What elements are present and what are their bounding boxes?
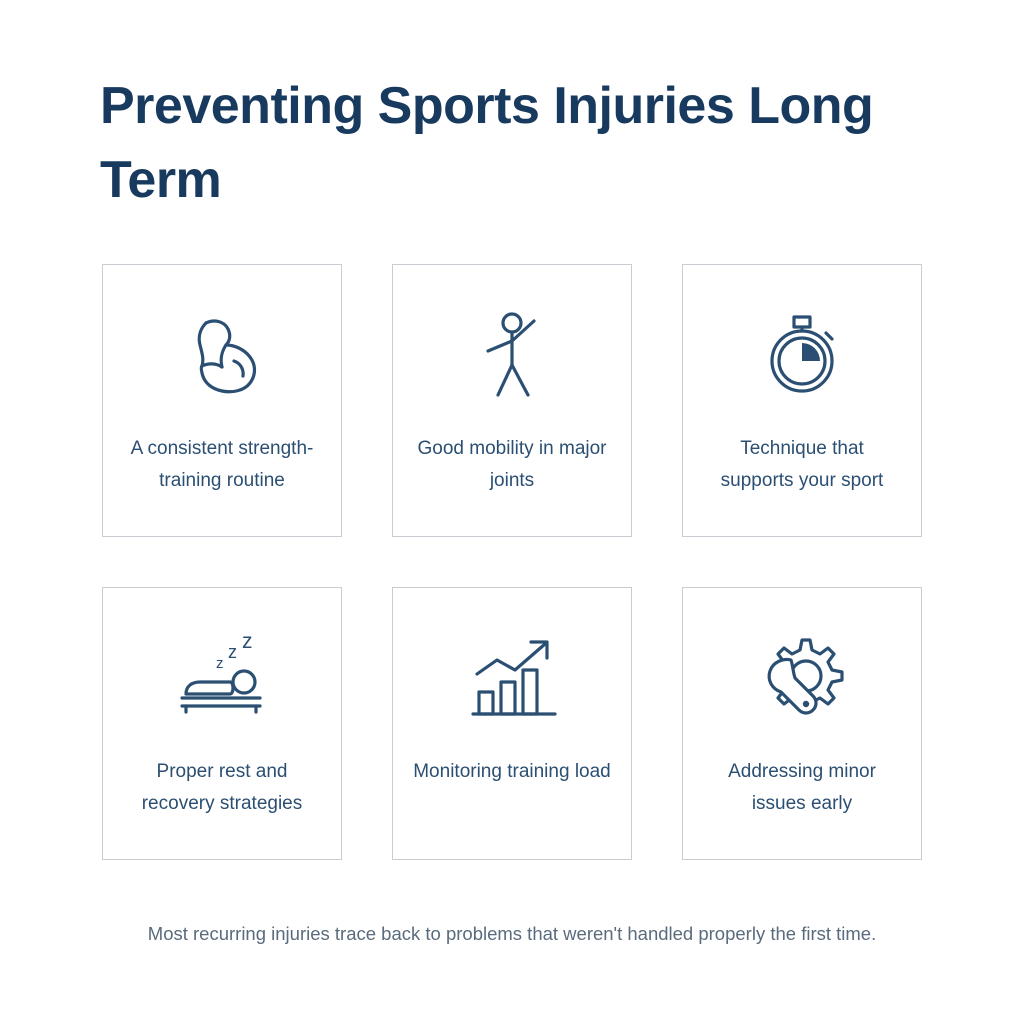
svg-text:z: z (216, 654, 224, 672)
card-training-load (392, 587, 632, 860)
card-label: Proper rest and recovery strategies (141, 760, 303, 815)
svg-text:z: z (242, 629, 253, 653)
stopwatch-icon (750, 299, 854, 411)
card-rest-recovery (102, 587, 342, 860)
cards-grid (100, 264, 924, 860)
card-label: A consistent strength-training routine (130, 437, 314, 492)
flexed-bicep-icon (170, 299, 274, 411)
bar-chart-growth-icon (457, 622, 567, 734)
card-label: Technique that supports your sport (720, 437, 884, 492)
card-minor-issues (682, 587, 922, 860)
page-title: Preventing Sports Injuries Long Term (100, 77, 874, 209)
card-label: Addressing minor issues early (728, 760, 876, 815)
footer-note: Most recurring injuries trace back to problems that weren't handled properly the first time. (147, 922, 877, 944)
card-technique (682, 264, 922, 537)
card-mobility (392, 264, 632, 537)
card-label: Monitoring training load (413, 760, 611, 782)
sleeping-person-icon (164, 622, 280, 734)
card-strength-training (102, 264, 342, 537)
gear-wrench-icon (747, 622, 857, 734)
stretching-person-icon (460, 299, 564, 411)
card-label: Good mobility in major joints (417, 437, 607, 492)
svg-text:z: z (228, 641, 237, 662)
